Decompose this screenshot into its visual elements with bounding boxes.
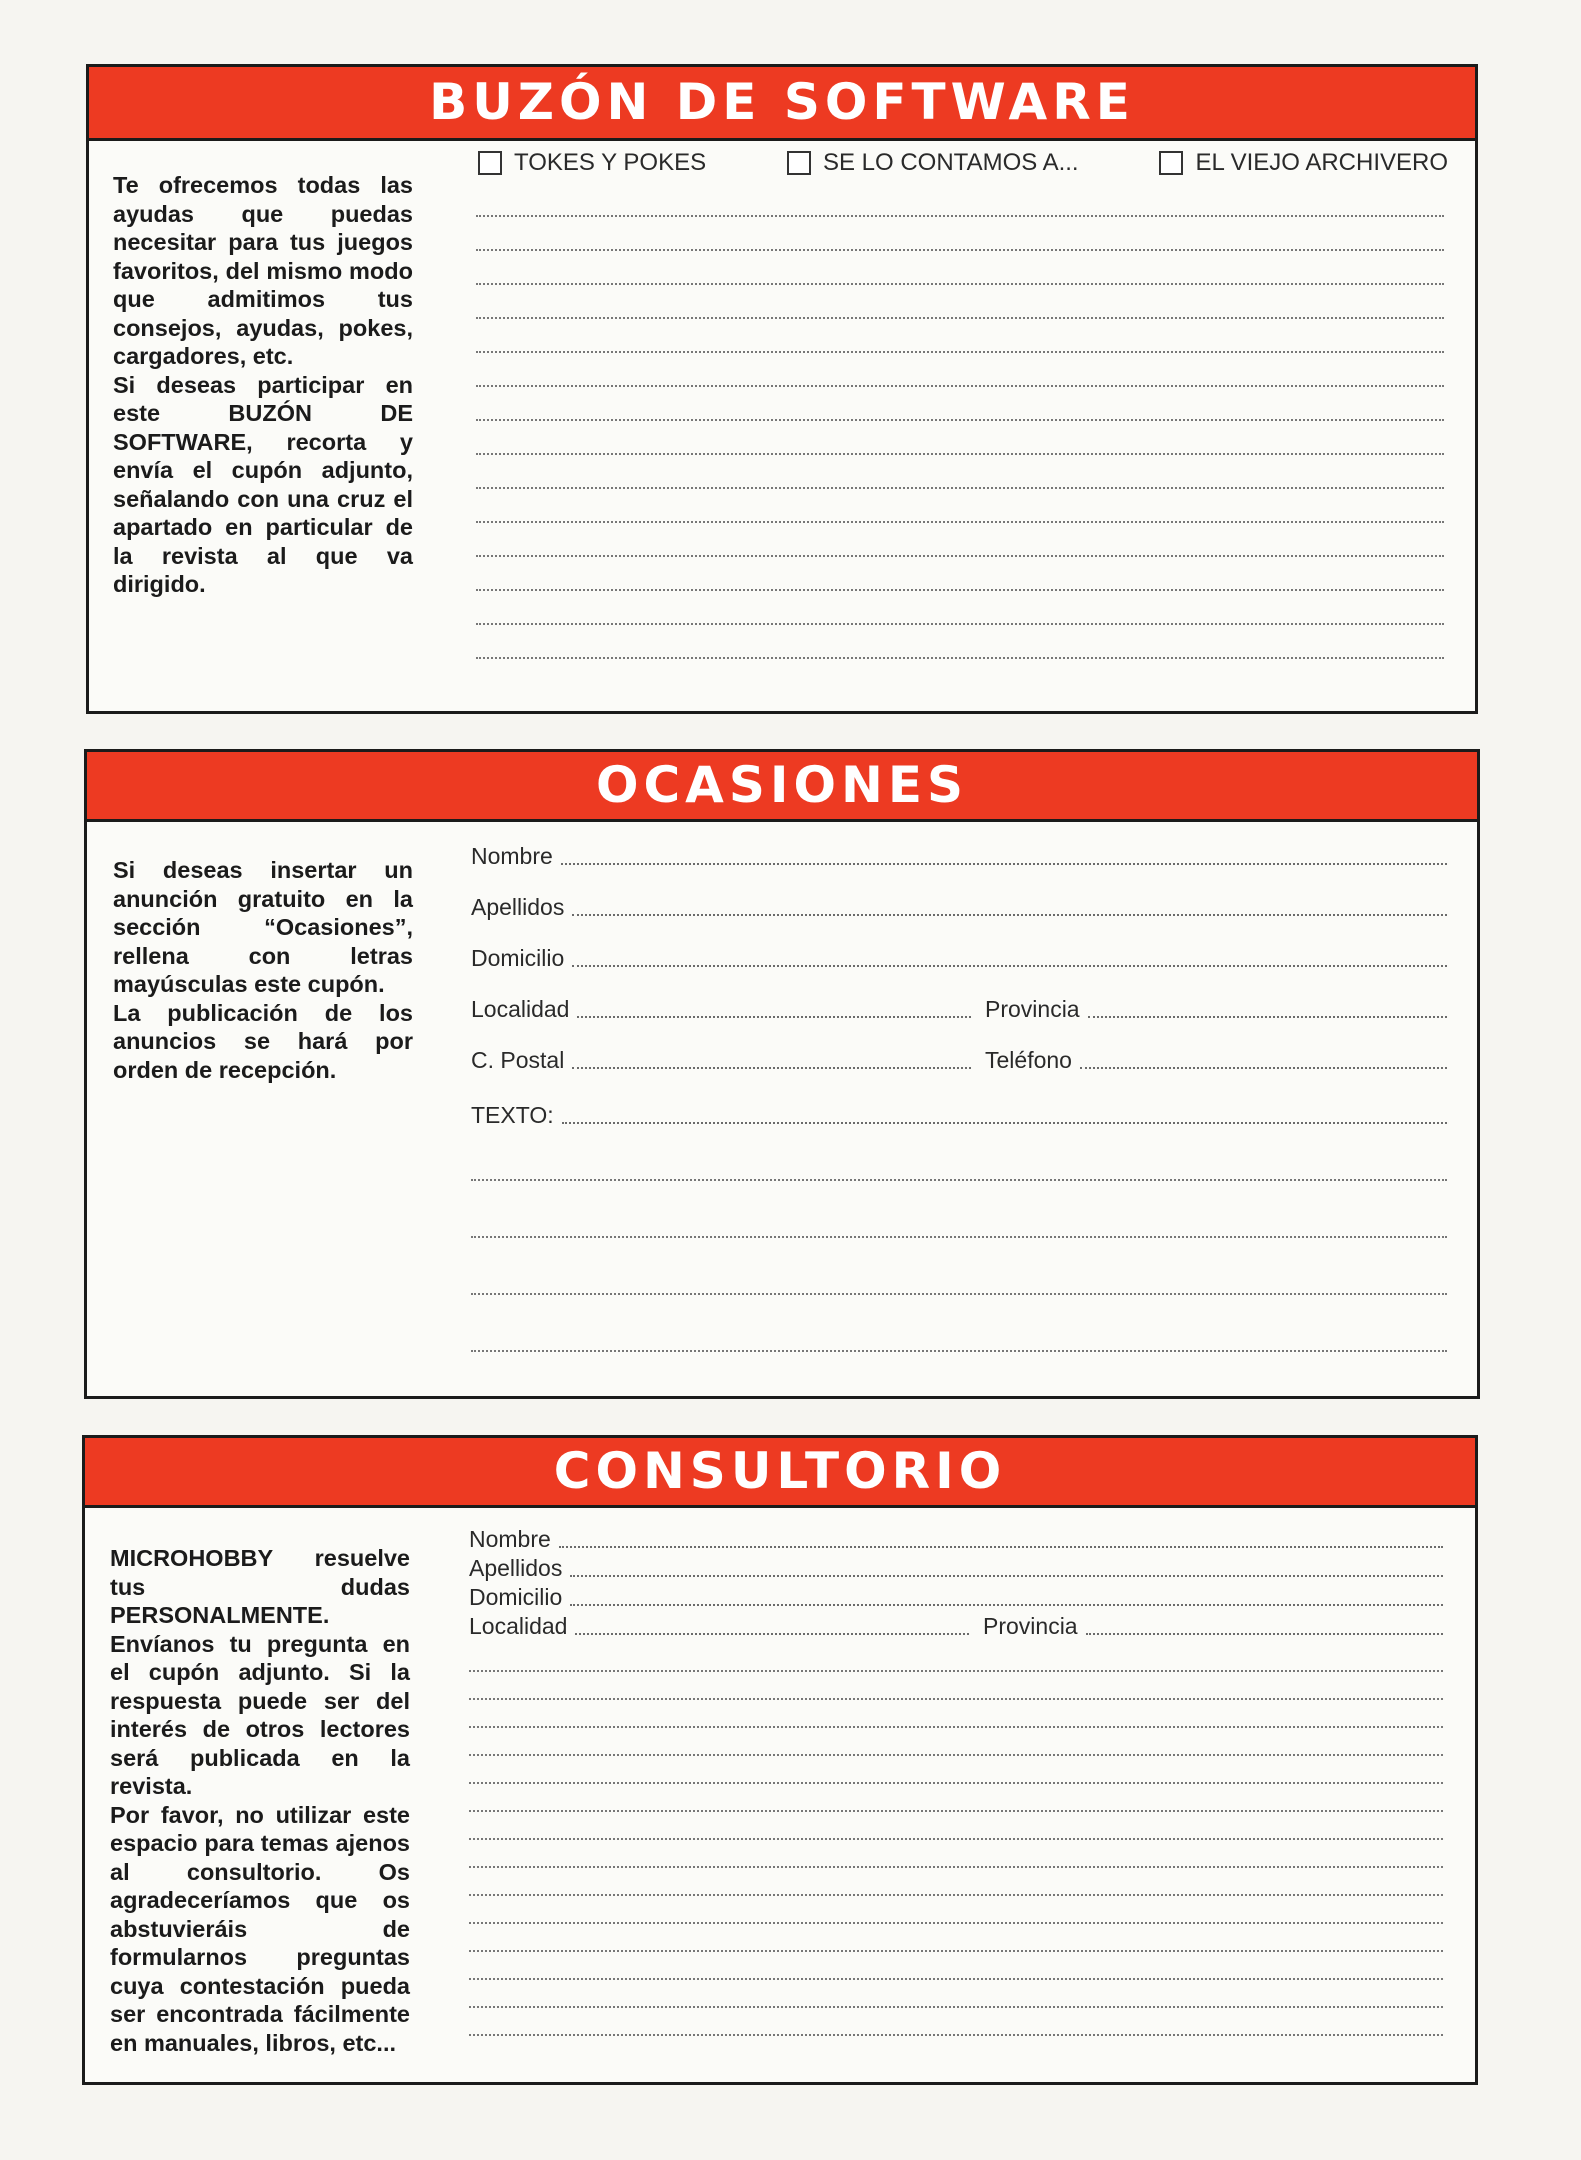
message-line[interactable] [476, 657, 1444, 659]
apellidos-label: Apellidos [469, 1555, 563, 1581]
texto-label: TEXTO: [471, 1102, 554, 1128]
ocasiones-title: OCASIONES [595, 756, 969, 814]
domicilio-field[interactable] [570, 1604, 1443, 1606]
message-line[interactable] [476, 283, 1444, 285]
apellidos-field[interactable] [572, 914, 1447, 916]
apellidos-row [471, 891, 1447, 921]
provincia-field[interactable] [1086, 1633, 1443, 1635]
buzon-coupon [86, 64, 1478, 714]
consultorio-coupon [82, 1435, 1478, 2085]
option-label: EL VIEJO ARCHIVERO [1195, 149, 1448, 176]
localidad-field[interactable] [575, 1633, 969, 1635]
provincia-field[interactable] [1088, 1016, 1447, 1018]
domicilio-row [469, 1583, 1443, 1611]
question-line[interactable] [469, 1922, 1443, 1924]
domicilio-label: Domicilio [471, 945, 565, 971]
localidad-provincia-row [469, 1612, 1443, 1640]
provincia-group [969, 1613, 1443, 1640]
nombre-label: Nombre [469, 1526, 551, 1552]
texto-row [471, 1099, 1447, 1129]
localidad-provincia-row [471, 993, 1447, 1023]
message-line[interactable] [476, 623, 1444, 625]
question-line[interactable] [469, 1670, 1443, 1672]
ocasiones-form [471, 752, 1447, 1402]
message-line[interactable] [476, 385, 1444, 387]
localidad-group [469, 1613, 969, 1640]
nombre-row [469, 1525, 1443, 1553]
question-line[interactable] [469, 2006, 1443, 2008]
message-line[interactable] [476, 521, 1444, 523]
apellidos-field[interactable] [570, 1575, 1443, 1577]
message-line[interactable] [476, 555, 1444, 557]
texto-line[interactable] [471, 1350, 1447, 1352]
texto-line[interactable] [471, 1179, 1447, 1181]
localidad-group [471, 996, 971, 1023]
provincia-group [971, 996, 1447, 1023]
cpostal-group [471, 1047, 971, 1074]
ocasiones-description: Si deseas insertar un anunción gratuito en la sección “Ocasiones”, rellena con letras mayúsculas este cupón. La publicación de los anuncios se hará por orden de recepción. [113, 857, 413, 1083]
message-line[interactable] [476, 589, 1444, 591]
localidad-label: Localidad [471, 996, 570, 1022]
texto-line[interactable] [471, 1293, 1447, 1295]
telefono-label: Teléfono [985, 1047, 1072, 1073]
texto-field[interactable] [562, 1122, 1447, 1124]
nombre-row [471, 840, 1447, 870]
localidad-label: Localidad [469, 1613, 568, 1639]
option-label: SE LO CONTAMOS A... [822, 149, 1079, 176]
telefono-group [971, 1047, 1447, 1074]
cpostal-telefono-row [471, 1044, 1447, 1074]
cpostal-field[interactable] [572, 1067, 971, 1069]
provincia-label: Provincia [985, 996, 1080, 1022]
consultorio-title: CONSULTORIO [553, 1442, 1007, 1500]
message-line[interactable] [476, 317, 1444, 319]
question-line[interactable] [469, 1838, 1443, 1840]
ocasiones-coupon [84, 749, 1480, 1399]
apellidos-label: Apellidos [471, 894, 565, 920]
consultorio-description: MICROHOBBY resuelve tus dudas PERSONALMENTE. Envíanos tu pregunta en el cupón adjunto. Si la respuesta puede ser del interés de otros lectores será publicada en la revista. Por favor, no utilizar este espacio para temas ajenos al consultorio. Os agradeceríamos que os abstuvieráis de formularnos preguntas cuya contestación pueda ser encontrada fácilmente en manuales, libros, etc... [110, 1545, 410, 2056]
nombre-field[interactable] [561, 863, 1447, 865]
question-line[interactable] [469, 1950, 1443, 1952]
domicilio-row [471, 942, 1447, 972]
consultorio-form [469, 1438, 1443, 2088]
question-line[interactable] [469, 1978, 1443, 1980]
question-line[interactable] [469, 1698, 1443, 1700]
question-line[interactable] [469, 1754, 1443, 1756]
message-line[interactable] [476, 419, 1444, 421]
message-line[interactable] [476, 215, 1444, 217]
message-line[interactable] [476, 351, 1444, 353]
message-line[interactable] [476, 249, 1444, 251]
question-line[interactable] [469, 1866, 1443, 1868]
localidad-field[interactable] [577, 1016, 971, 1018]
provincia-label: Provincia [983, 1613, 1078, 1639]
domicilio-field[interactable] [572, 965, 1447, 967]
domicilio-label: Domicilio [469, 1584, 563, 1610]
telefono-field[interactable] [1080, 1067, 1447, 1069]
nombre-label: Nombre [471, 843, 553, 869]
buzon-description: Te ofrecemos todas las ayudas que puedas necesitar para tus juegos favoritos, del mismo modo que admitimos tus consejos, ayudas, pokes, cargadores, etc. Si deseas participar en este BUZÓN DE SOFTWARE, recorta y envía el cupón adjunto, señalando con una cruz el apartado en particular de la revista al que va dirigido. [113, 172, 413, 597]
question-line[interactable] [469, 1810, 1443, 1812]
cpostal-label: C. Postal [471, 1047, 565, 1073]
buzon-message-lines[interactable] [476, 67, 1444, 717]
apellidos-row [469, 1554, 1443, 1582]
question-line[interactable] [469, 1782, 1443, 1784]
nombre-field[interactable] [559, 1546, 1443, 1548]
message-line[interactable] [476, 453, 1444, 455]
texto-line[interactable] [471, 1236, 1447, 1238]
question-line[interactable] [469, 2034, 1443, 2036]
buzon-title: BUZÓN DE SOFTWARE [429, 73, 1135, 131]
message-line[interactable] [476, 487, 1444, 489]
option-label: TOKES Y POKES [514, 149, 707, 176]
question-line[interactable] [469, 1726, 1443, 1728]
question-line[interactable] [469, 1894, 1443, 1896]
